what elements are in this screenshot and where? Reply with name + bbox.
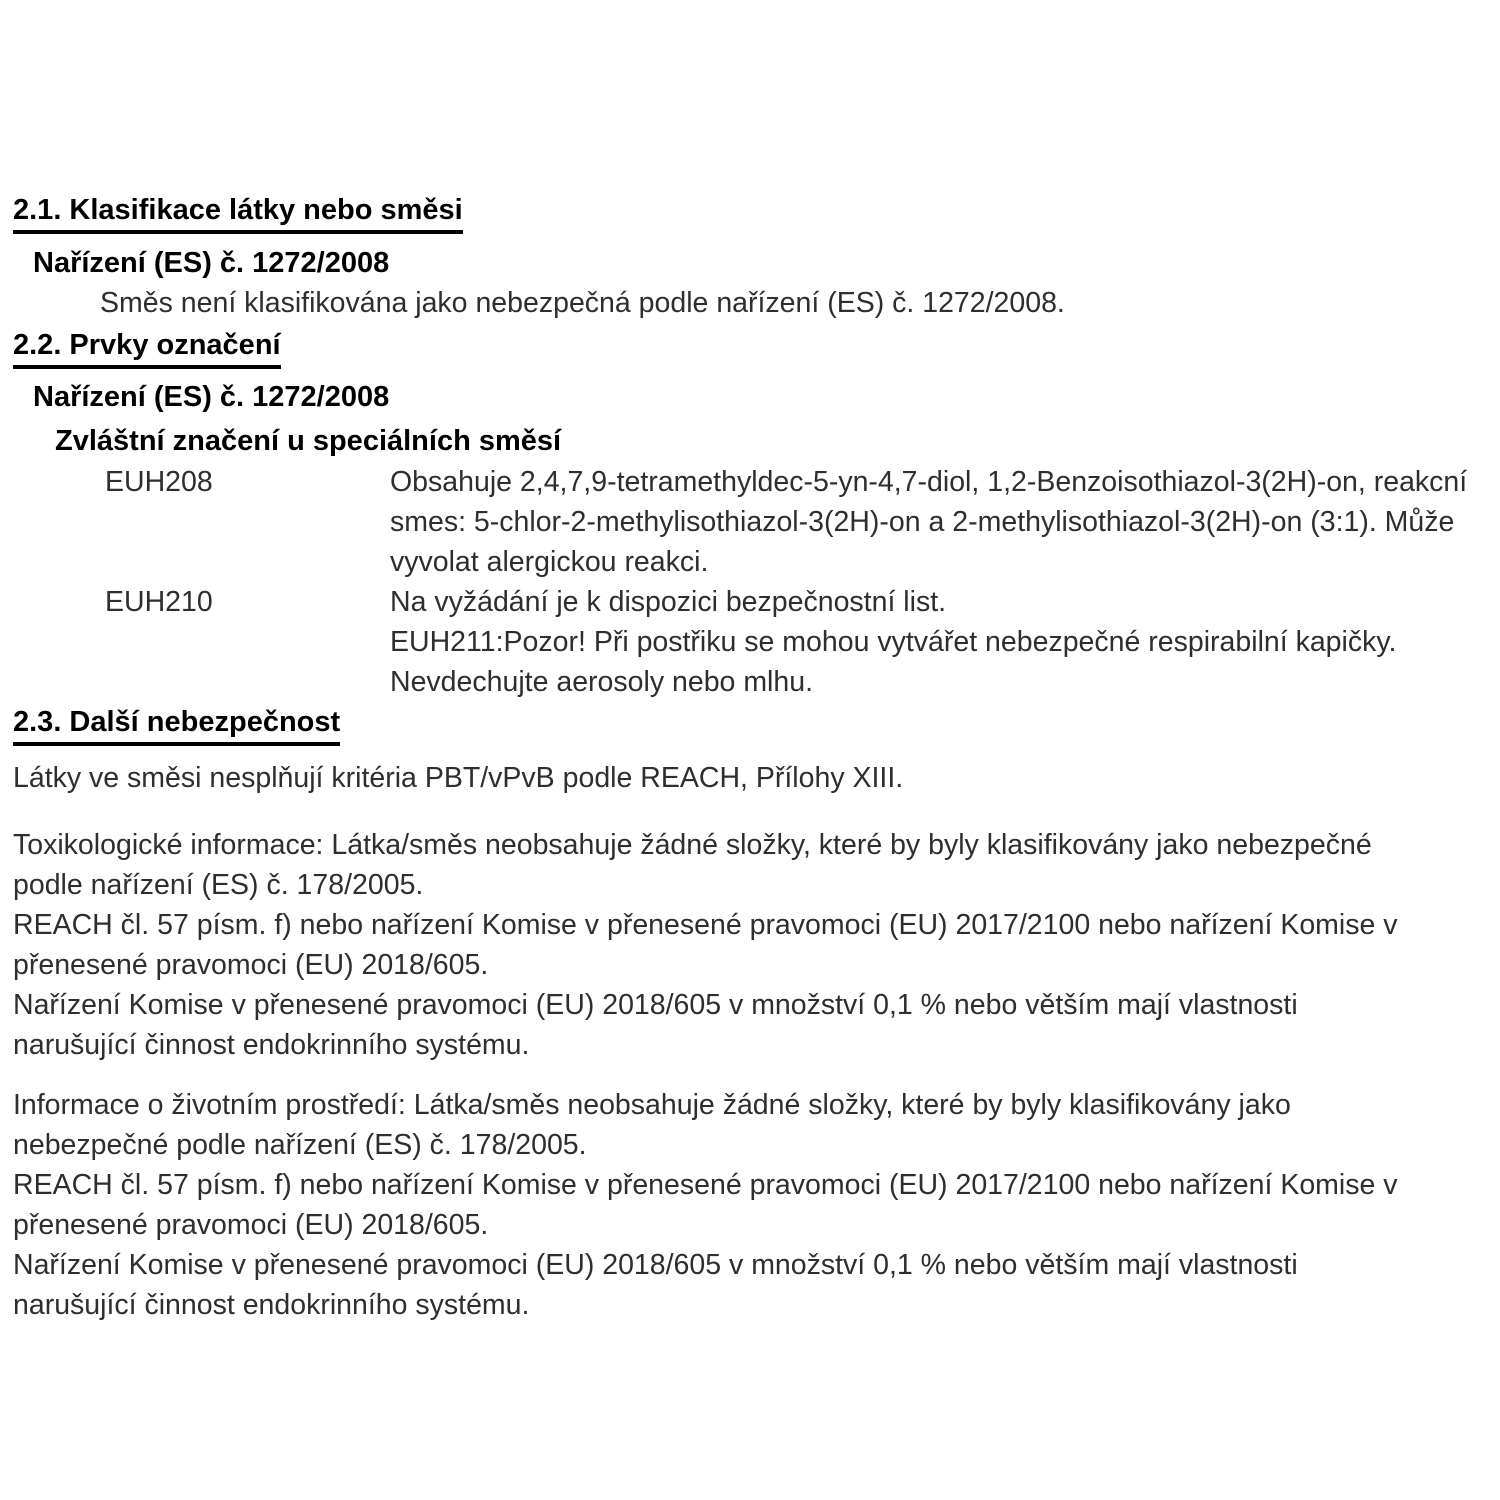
- text-line: Na vyžádání je k dispozici bezpečnostní list.: [390, 586, 947, 618]
- euh-210-code-label: EUH210: [105, 586, 213, 618]
- text-line: Nařízení Komise v přenesené pravomoci (EU) 2018/605 v množství 0,1 % nebo větším mají vlastnosti: [13, 989, 1298, 1021]
- text-line: Obsahuje 2,4,7,9-tetramethyldec-5-yn-4,7-diol, 1,2-Benzoisothiazol-3(2H)-on, reakcní: [390, 466, 1468, 498]
- section-2-3-heading: [13, 702, 1490, 746]
- section-2-2-heading-text: 2.2. Prvky označení: [13, 329, 281, 369]
- text-line: REACH čl. 57 písm. f) nebo nařízení Komise v přenesené pravomoci (EU) 2017/2100 nebo nařízení Komise v: [13, 1169, 1398, 1201]
- section-2-2-heading: [13, 325, 1490, 369]
- section-2-1-heading-text: 2.1. Klasifikace látky nebo směsi: [13, 194, 463, 234]
- toxicology-paragraph: [13, 825, 1490, 1065]
- text-line: Informace o životním prostředí: Látka/směs neobsahuje žádné složky, které by byly klasifikovány jako: [13, 1089, 1291, 1121]
- text-line: REACH čl. 57 písm. f) nebo nařízení Komise v přenesené pravomoci (EU) 2017/2100 nebo nařízení Komise v: [13, 909, 1398, 941]
- pbt-statement: Látky ve směsi nesplňují kritéria PBT/vPvB podle REACH, Přílohy XIII.: [13, 762, 904, 794]
- euh-statements-block: [13, 462, 1490, 702]
- section-2-3-heading-text: 2.3. Další nebezpečnost: [13, 706, 340, 746]
- text-line: přenesené pravomoci (EU) 2018/605.: [13, 949, 489, 981]
- euh-208-statement-lines: [390, 462, 1490, 582]
- text-line: narušující činnost endokrinního systému.: [13, 1029, 530, 1061]
- text-line: podle nařízení (ES) č. 178/2005.: [13, 869, 424, 901]
- text-line: nebezpečné podle nařízení (ES) č. 178/2005.: [13, 1129, 587, 1161]
- special-labelling-subheading: Zvláštní značení u speciálních směsí: [55, 425, 562, 457]
- euh-208-code-label: EUH208: [105, 466, 213, 498]
- environment-paragraph: [13, 1085, 1490, 1325]
- section-2-1-heading: [13, 190, 1490, 234]
- text-line: Nařízení Komise v přenesené pravomoci (EU) 2018/605 v množství 0,1 % nebo větším mají vlastnosti: [13, 1249, 1298, 1281]
- text-line: Nevdechujte aerosoly nebo mlhu.: [390, 666, 814, 698]
- text-line: EUH211:Pozor! Při postřiku se mohou vytvářet nebezpečné respirabilní kapičky.: [390, 626, 1397, 658]
- text-line: narušující činnost endokrinního systému.: [13, 1289, 530, 1321]
- euh-row-208: [13, 462, 1490, 582]
- text-line: přenesené pravomoci (EU) 2018/605.: [13, 1209, 489, 1241]
- euh-210-statement-lines: [390, 582, 1490, 702]
- text-line: smes: 5-chlor-2-methylisothiazol-3(2H)-on a 2-methylisothiazol-3(2H)-on (3:1). Může: [390, 506, 1455, 538]
- text-line: Toxikologické informace: Látka/směs neobsahuje žádné složky, které by byly klasifikovány jako nebezpečné: [13, 829, 1372, 861]
- text-line: vyvolat alergickou reakci.: [390, 546, 709, 578]
- regulation-1272-subheading-2: Nařízení (ES) č. 1272/2008: [33, 381, 390, 413]
- classification-statement: Směs není klasifikována jako nebezpečná podle nařízení (ES) č. 1272/2008.: [100, 287, 1065, 319]
- regulation-1272-subheading-1: Nařízení (ES) č. 1272/2008: [33, 247, 390, 279]
- euh-row-210: [13, 582, 1490, 702]
